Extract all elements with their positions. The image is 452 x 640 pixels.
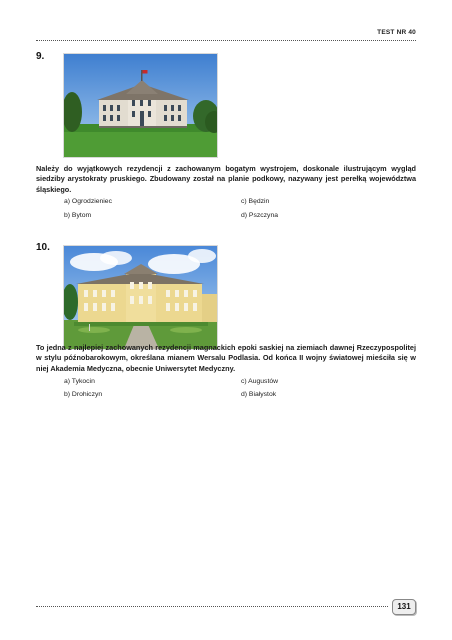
page-number: 131	[392, 599, 416, 615]
question-10-answer-a[interactable]: a) Tykocin	[64, 378, 95, 385]
test-label: TEST NR 40	[377, 29, 416, 36]
question-9-photo	[63, 53, 218, 158]
question-9-answer-c[interactable]: c) Będzin	[241, 198, 270, 205]
question-9-number: 9.	[36, 51, 45, 62]
header-divider	[36, 40, 416, 41]
question-10-answer-c[interactable]: c) Augustów	[241, 378, 279, 385]
question-9-answer-a[interactable]: a) Ogrodzieniec	[64, 198, 112, 205]
question-10-answer-b[interactable]: b) Drohiczyn	[64, 391, 103, 398]
question-10-photo	[63, 245, 218, 350]
question-9-text: Należy do wyjątkowych rezydencji z zachowanym bogatym wystrojem, doskonale ilustrującym wygląd siedziby arystokraty pruskiego. Zbudowany został na planie podkowy, nazywany jest perełką województwa śląskiego.	[36, 164, 416, 194]
question-9-answer-d[interactable]: d) Pszczyna	[241, 212, 279, 219]
question-10-text: To jedna z najlepiej zachowanych rezydencji magnackich epoki saskiej na ziemiach dawnej Rzeczypospolitej w stylu późnobarokowym, określana mianem Wersalu Podlasia. Od końca II wojny światowej mieściła się w niej Akademia Medyczna, obecnie Uniwersytet Medyczny.	[36, 343, 416, 373]
question-9-answer-b[interactable]: b) Bytom	[64, 212, 92, 219]
footer-divider	[36, 606, 388, 607]
question-10-answer-d[interactable]: d) Białystok	[241, 391, 277, 398]
question-10-number: 10.	[36, 242, 50, 253]
